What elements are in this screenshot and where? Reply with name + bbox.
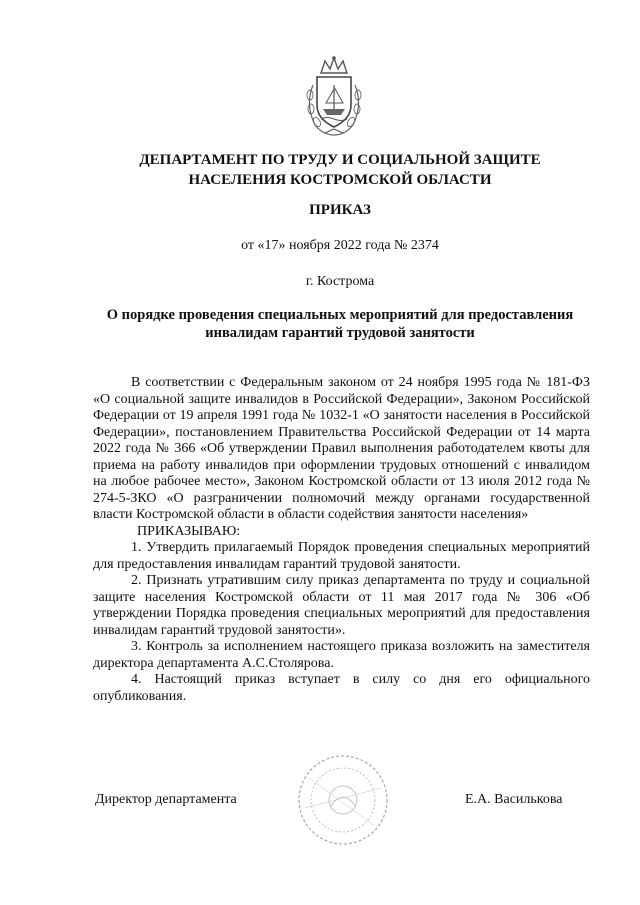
preamble-paragraph: В соответствии с Федеральным законом от 24 ноября 1995 года № 181-ФЗ «О социальной защите инвалидов в Российской Федерации», Законом Российской Федерации от 19 апреля 1991 года № 1032-1 «О занятости населения в Российской Федерации», постановлением Правительства Российской Федерации от 14 марта 2022 года № 366 «Об утверждении Правил выполнения работодателем квоты для приема на работу инвалидов при оформлении трудовых отношений с инвалидом на любое рабочее место», Законом Костромской области от 13 июля 2012 года № 274-5-ЗКО «О разграничении полномочий между органами государственной власти Костромской области в области содействия занятости населения»: [93, 375, 590, 522]
order-item-2: 2. Признать утратившим силу приказ департамента по труду и социальной защите населения Костромской области от 11 мая 2017 года № 306 «Об утверждении Порядка проведения специальных мероприятий для предоставления инвалидам гарантий трудовой занятости».: [93, 573, 590, 638]
subject-line-1: О порядке проведения специальных мероприятий для предоставления: [106, 307, 574, 323]
department-line-2: НАСЕЛЕНИЯ КОСТРОМСКОЙ ОБЛАСТИ: [188, 172, 492, 188]
document-type: ПРИКАЗ: [309, 202, 371, 218]
coat-of-arms-icon: [301, 55, 367, 137]
decree-word: ПРИКАЗЫВАЮ:: [137, 523, 241, 539]
order-subject: [60, 306, 620, 342]
department-heading: [60, 150, 620, 190]
order-date-number: от «17» ноября 2022 года № 2374: [241, 238, 439, 253]
order-body: [93, 375, 590, 705]
signatory-name: Е.А. Василькова: [465, 792, 563, 807]
subject-line-2: инвалидам гарантий трудовой занятости: [205, 325, 475, 341]
department-line-1: ДЕПАРТАМЕНТ ПО ТРУДУ И СОЦИАЛЬНОЙ ЗАЩИТЕ: [139, 152, 541, 168]
order-item-1: 1. Утвердить прилагаемый Порядок проведения специальных мероприятий для предоставления инвалидам гарантий трудовой занятости.: [93, 540, 590, 572]
signatory-position: Директор департамента: [95, 792, 237, 807]
city: г. Кострома: [305, 274, 375, 289]
official-seal-icon: [295, 748, 390, 853]
order-item-3: 3. Контроль за исполнением настоящего приказа возложить на заместителя директора департамента А.С.Столярова.: [93, 639, 590, 671]
order-item-4: 4. Настоящий приказ вступает в силу со дня его официального опубликования.: [93, 672, 590, 704]
